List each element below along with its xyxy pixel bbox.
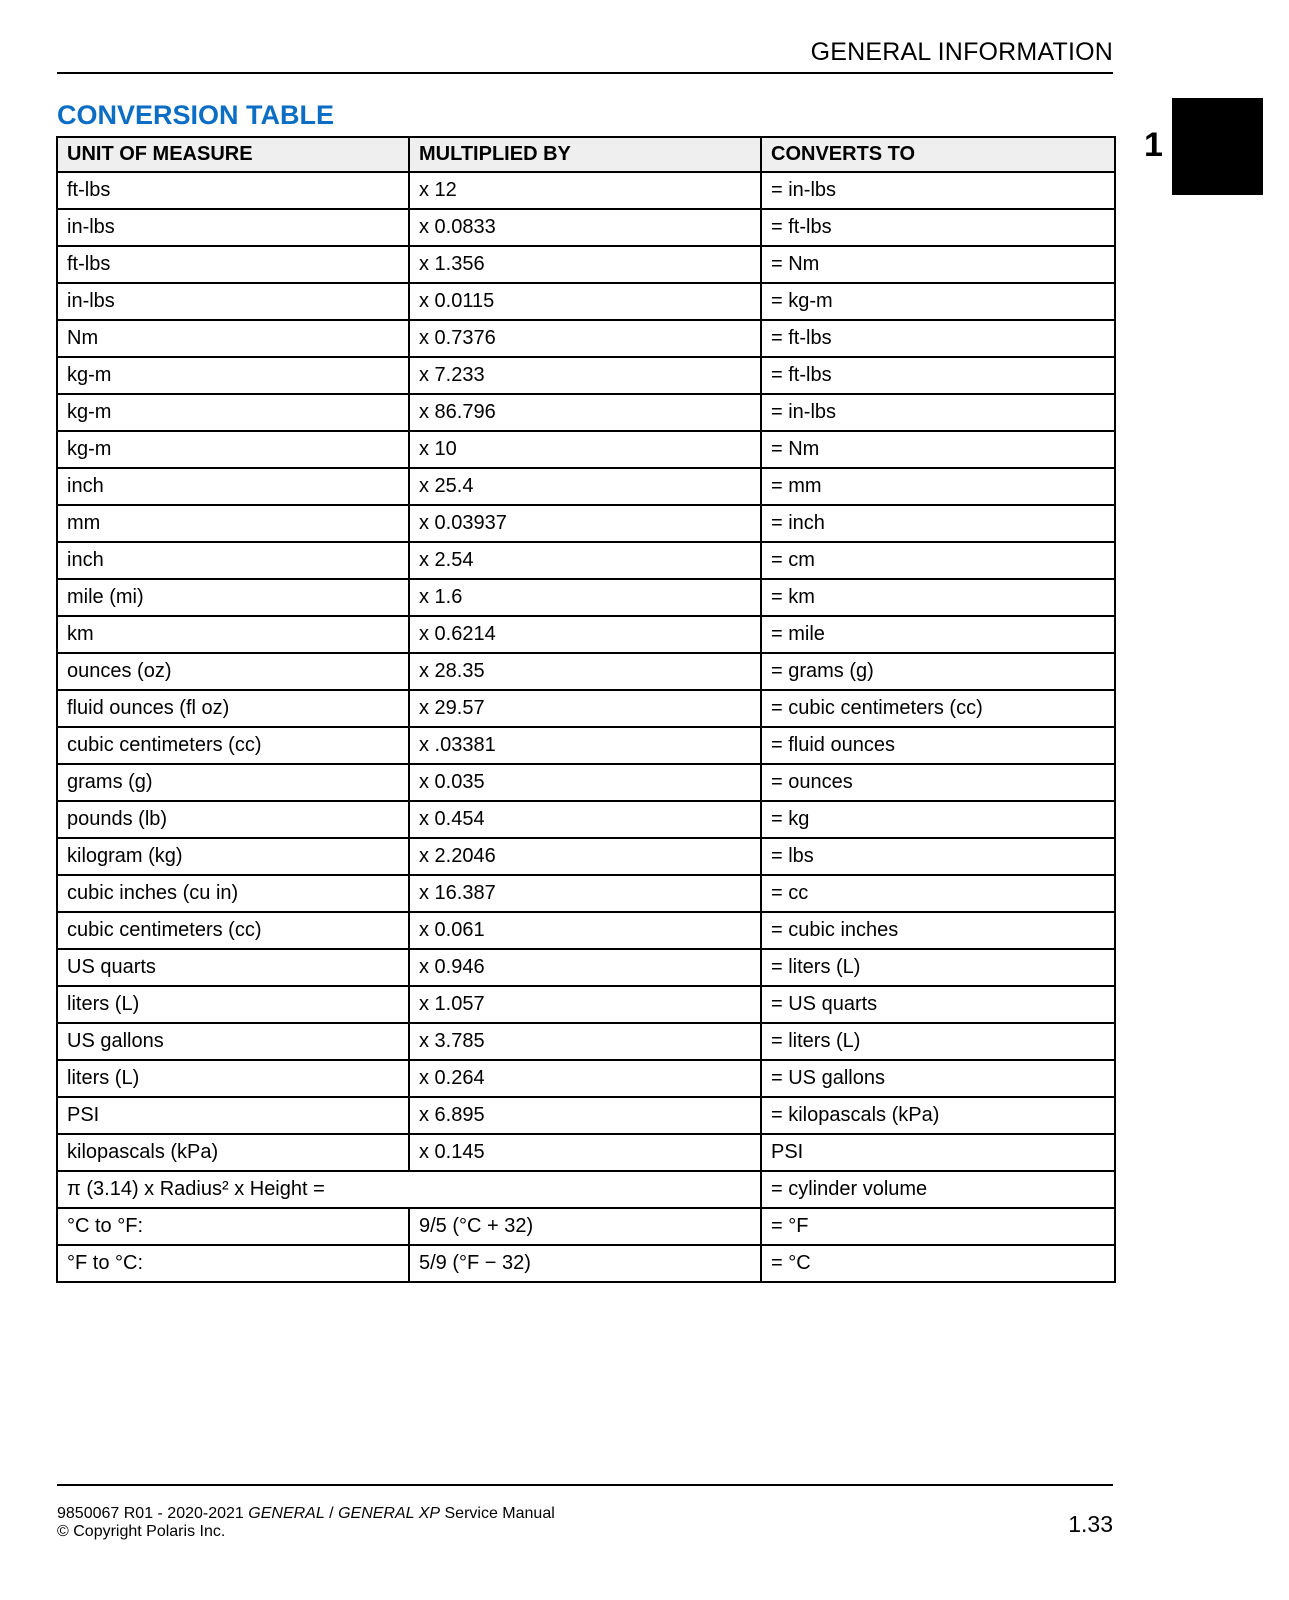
unit-cell: kilogram (kg): [57, 838, 409, 875]
converts-to-cell: = km: [761, 579, 1115, 616]
unit-cell: °F to °C:: [57, 1245, 409, 1282]
table-row: [57, 320, 1115, 357]
table-row: [57, 838, 1115, 875]
table-row: [57, 431, 1115, 468]
table-row: [57, 1023, 1115, 1060]
footer-rule: [57, 1484, 1113, 1486]
footer-separator: /: [324, 1505, 339, 1522]
converts-to-cell: = inch: [761, 505, 1115, 542]
unit-cell: cubic inches (cu in): [57, 875, 409, 912]
multiplier-cell: x 0.03937: [409, 505, 761, 542]
unit-cell: °C to °F:: [57, 1208, 409, 1245]
table-row: [57, 727, 1115, 764]
table-body: [57, 172, 1115, 1282]
multiplier-cell: x 29.57: [409, 690, 761, 727]
section-title: CONVERSION TABLE: [57, 100, 335, 130]
converts-to-cell: = °F: [761, 1208, 1115, 1245]
converts-to-cell: = ft-lbs: [761, 320, 1115, 357]
multiplier-cell: x 0.454: [409, 801, 761, 838]
multiplier-cell: x 6.895: [409, 1097, 761, 1134]
unit-cell: kg-m: [57, 394, 409, 431]
multiplier-cell: 5/9 (°F − 32): [409, 1245, 761, 1282]
converts-to-cell: = ft-lbs: [761, 357, 1115, 394]
running-header: GENERAL INFORMATION: [810, 38, 1113, 66]
table-row: [57, 542, 1115, 579]
unit-cell: cubic centimeters (cc): [57, 727, 409, 764]
table-row: [57, 1208, 1115, 1245]
table-row: [57, 986, 1115, 1023]
table-row: [57, 579, 1115, 616]
multiplier-cell: x 1.356: [409, 246, 761, 283]
page-number: 1.33: [1068, 1511, 1113, 1537]
table-row: [57, 949, 1115, 986]
unit-cell: ft-lbs: [57, 172, 409, 209]
unit-cell: Nm: [57, 320, 409, 357]
table-row: [57, 246, 1115, 283]
table-row: [57, 1060, 1115, 1097]
converts-to-cell: = in-lbs: [761, 172, 1115, 209]
column-header-converts-to: CONVERTS TO: [761, 137, 1115, 172]
unit-cell: mile (mi): [57, 579, 409, 616]
formula-result-cell: = cylinder volume: [761, 1171, 1115, 1208]
unit-cell: inch: [57, 542, 409, 579]
unit-cell: cubic centimeters (cc): [57, 912, 409, 949]
footer-manual-label: Service Manual: [440, 1505, 555, 1522]
converts-to-cell: = mm: [761, 468, 1115, 505]
multiplier-cell: x 0.0115: [409, 283, 761, 320]
footer-model-general: GENERAL: [248, 1505, 325, 1522]
multiplier-cell: x 0.6214: [409, 616, 761, 653]
converts-to-cell: = kg-m: [761, 283, 1115, 320]
chapter-number: 1: [1144, 126, 1163, 164]
chapter-tab: [1172, 98, 1263, 195]
unit-cell: ounces (oz): [57, 653, 409, 690]
multiplier-cell: x 0.035: [409, 764, 761, 801]
unit-cell: inch: [57, 468, 409, 505]
table-row: [57, 912, 1115, 949]
table-header-row: [57, 137, 1115, 172]
converts-to-cell: = grams (g): [761, 653, 1115, 690]
multiplier-cell: x 0.264: [409, 1060, 761, 1097]
converts-to-cell: = liters (L): [761, 1023, 1115, 1060]
unit-cell: in-lbs: [57, 283, 409, 320]
multiplier-cell: x .03381: [409, 727, 761, 764]
multiplier-cell: x 16.387: [409, 875, 761, 912]
multiplier-cell: x 0.0833: [409, 209, 761, 246]
multiplier-cell: x 2.54: [409, 542, 761, 579]
multiplier-cell: x 86.796: [409, 394, 761, 431]
table-row: [57, 690, 1115, 727]
column-header-multiplier: MULTIPLIED BY: [409, 137, 761, 172]
converts-to-cell: = liters (L): [761, 949, 1115, 986]
converts-to-cell: = US gallons: [761, 1060, 1115, 1097]
table-row: [57, 505, 1115, 542]
table-row: [57, 283, 1115, 320]
table-row: [57, 1245, 1115, 1282]
table-row: [57, 764, 1115, 801]
table-row: [57, 394, 1115, 431]
multiplier-cell: x 1.057: [409, 986, 761, 1023]
unit-cell: grams (g): [57, 764, 409, 801]
footer-doc-number: 9850067 R01 - 2020-2021: [57, 1505, 249, 1522]
table-row: [57, 468, 1115, 505]
converts-to-cell: = in-lbs: [761, 394, 1115, 431]
unit-cell: kg-m: [57, 357, 409, 394]
converts-to-cell: = °C: [761, 1245, 1115, 1282]
table-row: [57, 653, 1115, 690]
unit-cell: kg-m: [57, 431, 409, 468]
unit-cell: km: [57, 616, 409, 653]
converts-to-cell: = ounces: [761, 764, 1115, 801]
converts-to-cell: = lbs: [761, 838, 1115, 875]
converts-to-cell: = ft-lbs: [761, 209, 1115, 246]
footer-manual-title: [57, 1505, 555, 1523]
table-row: [57, 616, 1115, 653]
table-row: [57, 1097, 1115, 1134]
converts-to-cell: = fluid ounces: [761, 727, 1115, 764]
unit-cell: pounds (lb): [57, 801, 409, 838]
unit-cell: liters (L): [57, 986, 409, 1023]
multiplier-cell: x 25.4: [409, 468, 761, 505]
footer-model-general-xp: GENERAL XP: [338, 1505, 441, 1522]
multiplier-cell: x 2.2046: [409, 838, 761, 875]
unit-cell: US quarts: [57, 949, 409, 986]
multiplier-cell: x 0.061: [409, 912, 761, 949]
multiplier-cell: x 0.7376: [409, 320, 761, 357]
converts-to-cell: = cc: [761, 875, 1115, 912]
multiplier-cell: x 12: [409, 172, 761, 209]
unit-cell: ft-lbs: [57, 246, 409, 283]
unit-cell: mm: [57, 505, 409, 542]
converts-to-cell: = mile: [761, 616, 1115, 653]
unit-cell: US gallons: [57, 1023, 409, 1060]
multiplier-cell: x 1.6: [409, 579, 761, 616]
multiplier-cell: x 28.35: [409, 653, 761, 690]
footer-document-info: [57, 1505, 555, 1541]
unit-cell: liters (L): [57, 1060, 409, 1097]
converts-to-cell: = Nm: [761, 431, 1115, 468]
converts-to-cell: = Nm: [761, 246, 1115, 283]
table-row: [57, 875, 1115, 912]
unit-cell: in-lbs: [57, 209, 409, 246]
multiplier-cell: x 7.233: [409, 357, 761, 394]
unit-cell: PSI: [57, 1097, 409, 1134]
formula-cell: π (3.14) x Radius² x Height =: [57, 1171, 761, 1208]
multiplier-cell: x 0.145: [409, 1134, 761, 1171]
table-row: [57, 357, 1115, 394]
converts-to-cell: = kg: [761, 801, 1115, 838]
table-row: [57, 1134, 1115, 1171]
converts-to-cell: = cubic inches: [761, 912, 1115, 949]
converts-to-cell: = US quarts: [761, 986, 1115, 1023]
multiplier-cell: x 0.946: [409, 949, 761, 986]
multiplier-cell: x 10: [409, 431, 761, 468]
unit-cell: fluid ounces (fl oz): [57, 690, 409, 727]
unit-cell: kilopascals (kPa): [57, 1134, 409, 1171]
table-row: [57, 209, 1115, 246]
converts-to-cell: = kilopascals (kPa): [761, 1097, 1115, 1134]
conversion-table: [56, 136, 1116, 1283]
converts-to-cell: = cubic centimeters (cc): [761, 690, 1115, 727]
table-row: [57, 172, 1115, 209]
multiplier-cell: x 3.785: [409, 1023, 761, 1060]
column-header-unit: UNIT OF MEASURE: [57, 137, 409, 172]
footer-copyright: © Copyright Polaris Inc.: [57, 1523, 226, 1540]
converts-to-cell: = cm: [761, 542, 1115, 579]
table-row-formula: [57, 1171, 1115, 1208]
multiplier-cell: 9/5 (°C + 32): [409, 1208, 761, 1245]
header-rule: [57, 72, 1113, 74]
table-row: [57, 801, 1115, 838]
converts-to-cell: PSI: [761, 1134, 1115, 1171]
